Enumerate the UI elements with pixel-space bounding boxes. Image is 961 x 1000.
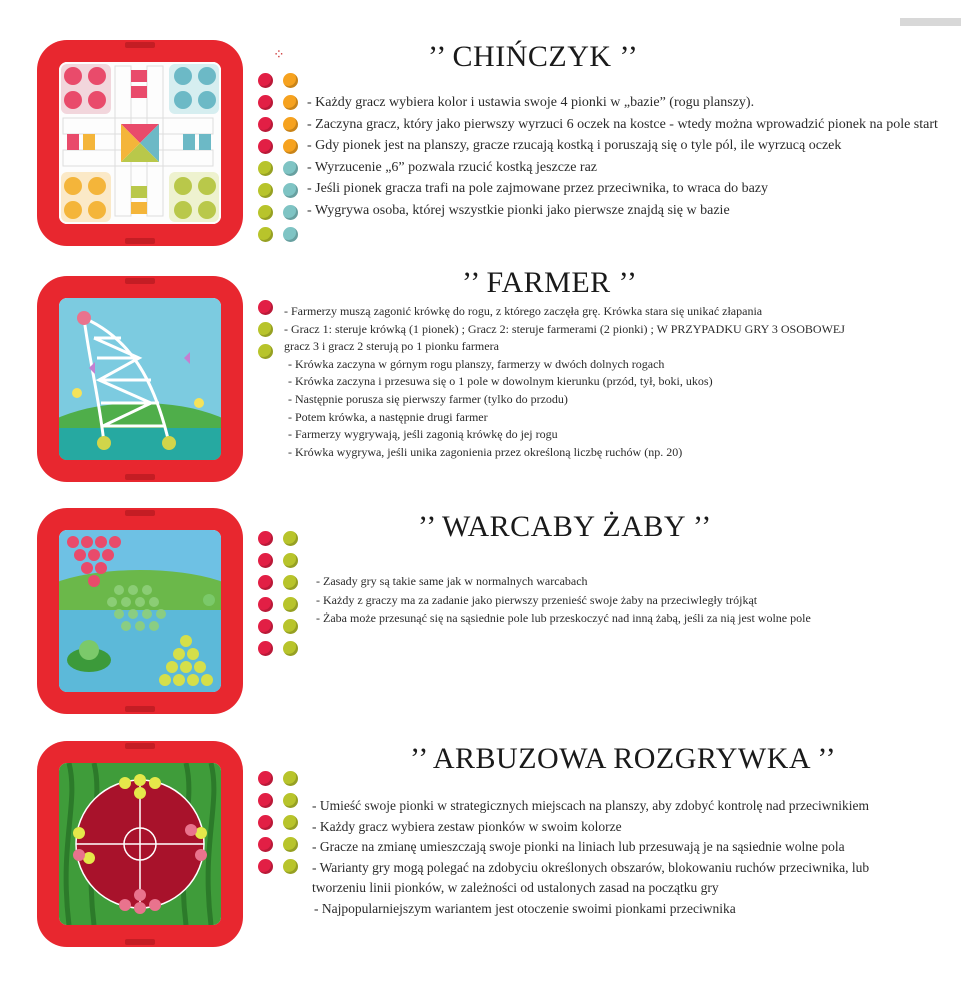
pawn-lime: [283, 641, 298, 656]
rule-line: - Każdy gracz wybiera kolor i ustawia swoje 4 pionki w „bazie” (rogu planszy).: [307, 95, 755, 110]
rules-list: [307, 92, 938, 221]
pawn-lime: [283, 837, 298, 852]
rule-line: - Każdy gracz wybiera zestaw pionków w swoim kolorze: [312, 818, 622, 834]
rule-line: - Wyrzucenie „6” pozwala rzucić kostką jeszcze raz: [307, 159, 598, 175]
pawn-red: [258, 553, 273, 568]
pawn-lime: [258, 322, 273, 337]
pawn-lime: [258, 161, 273, 176]
section-title: ’’ FARMER ’’: [462, 266, 638, 299]
dice-icon: ⁘: [273, 48, 285, 63]
pawn-teal: [283, 205, 298, 220]
pawn-red: [258, 815, 273, 830]
rule-line: - Potem krówka, a następnie drugi farmer: [288, 409, 488, 424]
rule-line: - Gracz 1: steruje krówką (1 pionek) ; Gracz 2: steruje farmerami (2 pionki) ; W PRZYPADKU GRY 3 OSOBOWEJ: [284, 321, 845, 336]
pawn-lime: [258, 344, 273, 359]
rule-line: - Żaba może przesunąć się na sąsiednie pole lub przeskoczyć nad inną żabą, jeśli za nią jest wolne pole: [316, 611, 811, 625]
pawn-orange: [283, 95, 298, 110]
pawn-red: [258, 837, 273, 852]
pawn-teal: [283, 161, 298, 176]
scroll-indicator: [900, 18, 961, 26]
rule-line: - Krówka wygrywa, jeśli unika zagonienia przez określoną liczbę ruchów (np. 20): [288, 444, 683, 459]
pawn-lime: [283, 619, 298, 634]
rule-line: - Umieść swoje pionki w strategicznych miejscach na planszy, aby zdobyć kontrolę nad przeciwnikiem: [312, 798, 869, 813]
rule-line: - Jeśli pionek gracza trafi na pole zajmowane przez przeciwnika, to wraca do bazy: [307, 181, 768, 196]
frog-checkers-board-image: [37, 508, 243, 714]
pawn-lime: [283, 597, 298, 612]
rule-line: gracz 3 i gracz 2 sterują po 1 pionku farmera: [284, 339, 499, 354]
pawn-red: [258, 139, 273, 154]
rules-list: [284, 303, 845, 461]
rule-line: - Zasady gry są takie same jak w normalnych warcabach: [316, 574, 588, 588]
pawn-orange: [283, 139, 298, 154]
pawn-lime: [258, 227, 273, 242]
rule-line: - Gracze na zmianę umieszczają swoje pionki na liniach lub przesuwają je na sąsiednie wolne pola: [312, 839, 845, 854]
pawn-red: [258, 117, 273, 132]
rule-line: - Najpopularniejszym wariantem jest otoczenie swoimi pionkami przeciwnika: [314, 900, 736, 916]
rule-line: - Farmerzy muszą zagonić krówkę do rogu, z którego zaczęła grę. Krówka stara się unikać złapania: [284, 304, 763, 318]
pawn-red: [258, 619, 273, 634]
rule-line: - Farmerzy wygrywają, jeśli zagonią krówkę do jej rogu: [288, 427, 558, 442]
rules-list: [316, 572, 811, 628]
pawn-red: [258, 793, 273, 808]
pawn-red: [258, 300, 273, 315]
pawn-teal: [283, 227, 298, 242]
rule-line: - Warianty gry mogą polegać na zdobyciu określonych obszarów, blokowaniu ruchów przeciwnika, lub: [312, 859, 870, 875]
section-title: ’’ WARCABY ŻABY ’’: [418, 510, 712, 543]
pawn-red: [258, 95, 273, 110]
farmer-board-image: [37, 276, 243, 482]
pawn-lime: [283, 553, 298, 568]
pawn-lime: [258, 183, 273, 198]
pawn-red: [258, 597, 273, 612]
rule-line: tworzeniu linii pionków, w zależności od ustalonych zasad na początku gry: [312, 880, 719, 895]
rule-line: - Każdy z graczy ma za zadanie jako pierwszy przenieść swoje żaby na przeciwległy trójkąt: [316, 592, 758, 607]
rule-line: - Gdy pionek jest na planszy, gracze rzucają kostką i poruszają się o tyle pól, ile wyrzucą oczek: [307, 138, 842, 153]
pawn-teal: [283, 183, 298, 198]
rule-line: - Zaczyna gracz, który jako pierwszy wyrzuci 6 oczek na kostce - wtedy można wprowadzić pionek na pole start: [307, 116, 938, 132]
watermelon-board-image: [37, 741, 243, 947]
pawn-orange: [283, 73, 298, 88]
pawn-orange: [283, 117, 298, 132]
rules-list: [312, 796, 869, 919]
pawn-red: [258, 73, 273, 88]
pawn-lime: [283, 859, 298, 874]
pawn-lime: [258, 205, 273, 220]
pawn-red: [258, 771, 273, 786]
pawn-lime: [283, 575, 298, 590]
pawn-red: [258, 531, 273, 546]
rule-line: - Następnie porusza się pierwszy farmer (tylko do przodu): [288, 391, 568, 406]
pawn-lime: [283, 771, 298, 786]
rule-line: - Krówka zaczyna i przesuwa się o 1 pole w dowolnym kierunku (przód, tył, boki, ukos): [288, 374, 713, 389]
rule-line: - Krówka zaczyna w górnym rogu planszy, farmerzy w dwóch dolnych rogach: [288, 356, 665, 371]
pawn-red: [258, 859, 273, 874]
pawn-lime: [283, 793, 298, 808]
pawn-red: [258, 641, 273, 656]
pawn-red: [258, 575, 273, 590]
pawn-lime: [283, 815, 298, 830]
section-title: ’’ CHIŃCZYK ’’: [428, 40, 639, 73]
pawn-lime: [283, 531, 298, 546]
ludo-board-image: [37, 40, 243, 246]
section-title: ’’ ARBUZOWA ROZGRYWKA ’’: [410, 742, 837, 775]
rule-line: - Wygrywa osoba, której wszystkie pionki jako pierwsze znajdą się w bazie: [307, 202, 730, 218]
